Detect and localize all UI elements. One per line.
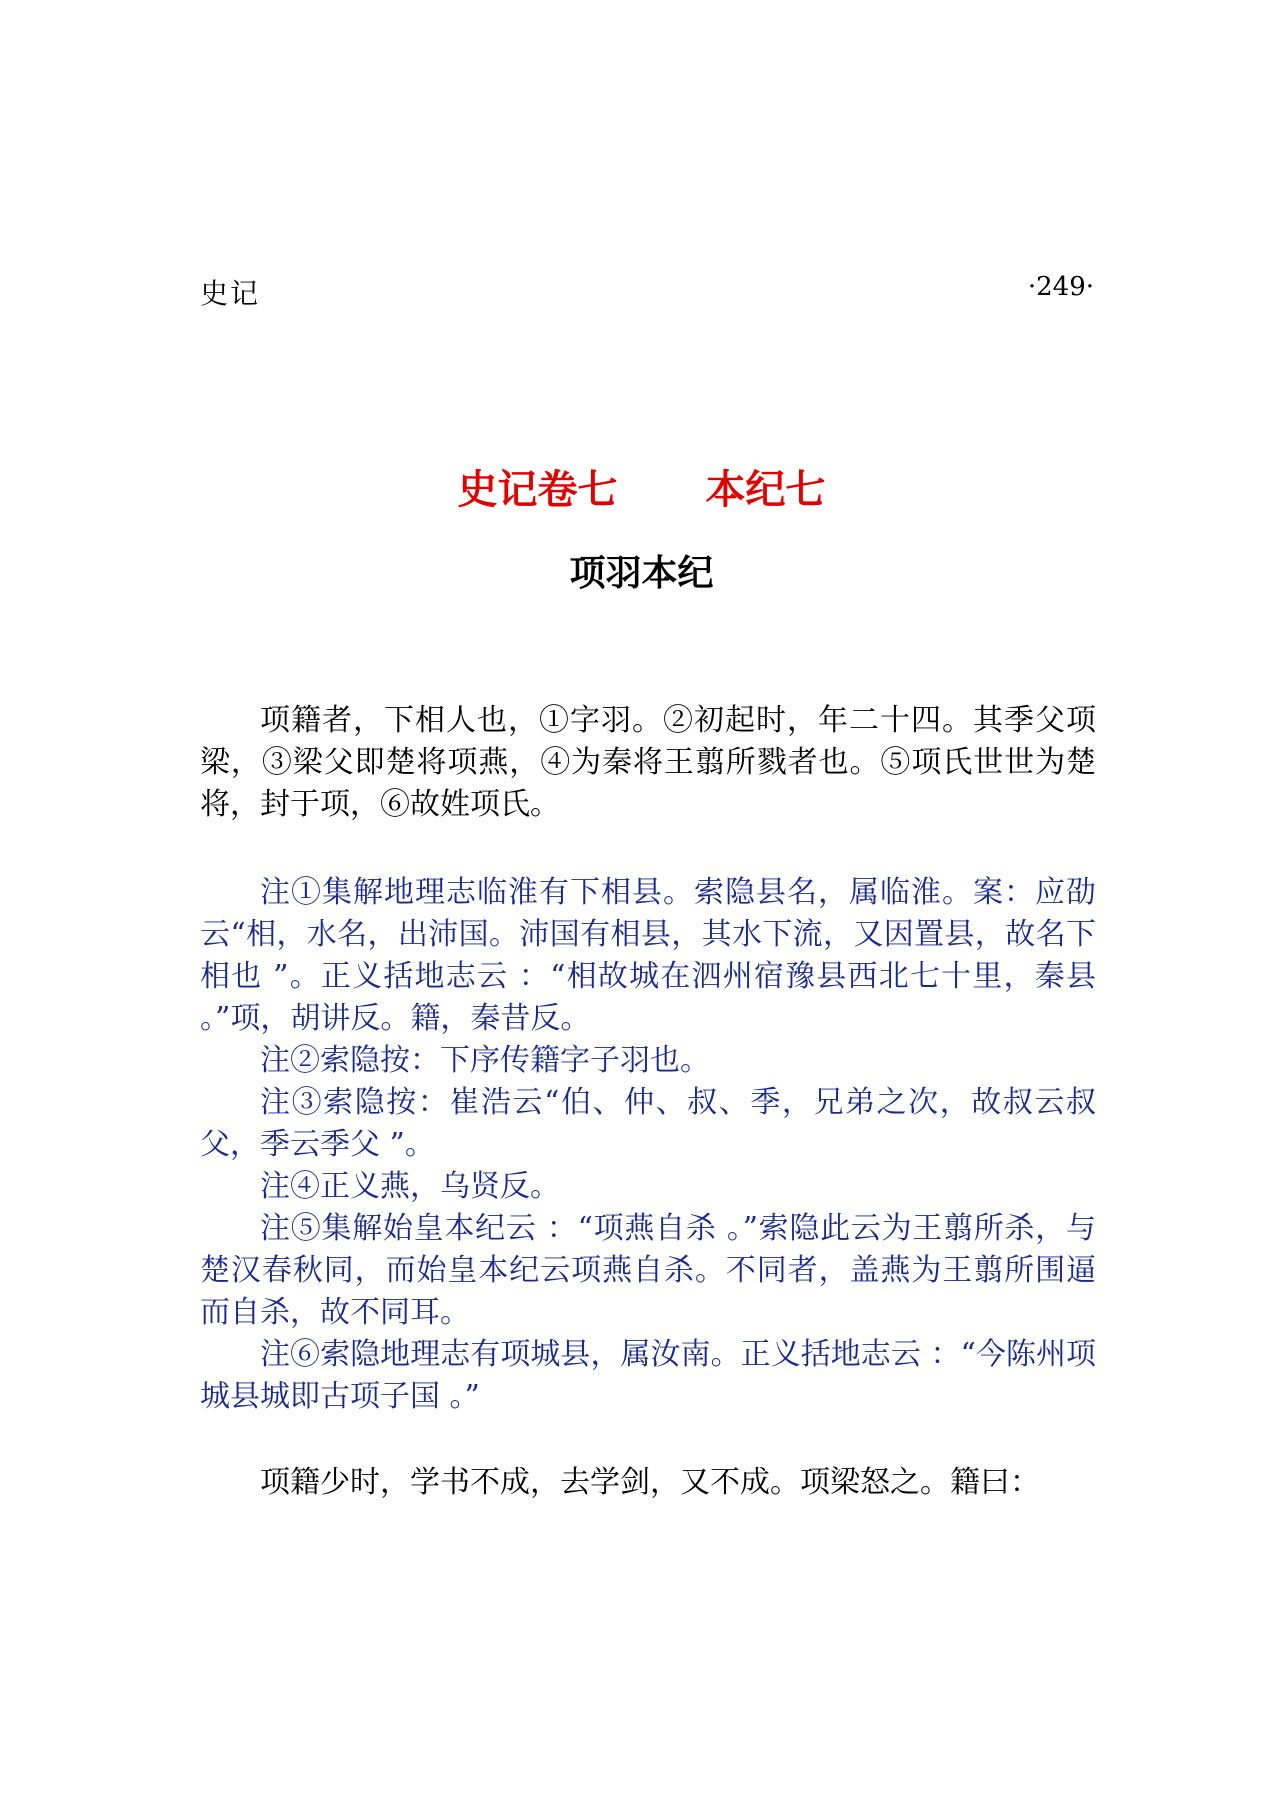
note-3: 注③索隐按：崔浩云“伯、仲、叔、季，兄弟之次，故叔云叔父，季云季父 ”。 [200,1085,1096,1162]
note-2: 注②索隐按：下序传籍字子羽也。 [260,1043,710,1078]
note-4: 注④正义燕，乌贤反。 [260,1169,560,1204]
body-paragraph-1: 项籍者，下相人也，①字羽。②初起时，年二十四。其季父项梁，③梁父即楚将项燕，④为秦将王翦所戮者也。⑤项氏世世为楚将，封于项，⑥故姓项氏。 [200,703,1096,822]
running-header [200,272,1094,312]
body-paragraph-2: 项籍少时，学书不成，去学剑，又不成。项梁怒之。籍曰： [260,1465,1040,1500]
chapter-title [0,458,1283,515]
note-6: 注⑥索隐地理志有项城县，属汝南。正义括地志云 ：“今陈州项城县城即古项子国 。” [200,1337,1096,1414]
volume-title: 史记卷七 [457,467,618,513]
section-title-red: 本纪七 [705,467,826,513]
section-title: 项羽本纪 [569,553,714,594]
book-name: 史记 [200,277,261,310]
notes-block [200,872,1096,1418]
note-1: 注①集解地理志临淮有下相县。索隐县名，属临淮。案：应劭云“相，水名，出沛国。沛国有相县，其水下流，又因置县，故名下相也 ”。正义括地志云 ：“相故城在泗州宿豫县西北七十里，秦县 。”项，胡讲反。籍，秦昔反。 [200,875,1096,1036]
note-5: 注⑤集解始皇本纪云 ：“项燕自杀 。”索隐此云为王翦所杀，与楚汉春秋同，而始皇本纪云项燕自杀。不同者，盖燕为王翦所围逼而自杀，故不同耳。 [200,1211,1096,1330]
page-number: ·249· [1027,272,1094,302]
